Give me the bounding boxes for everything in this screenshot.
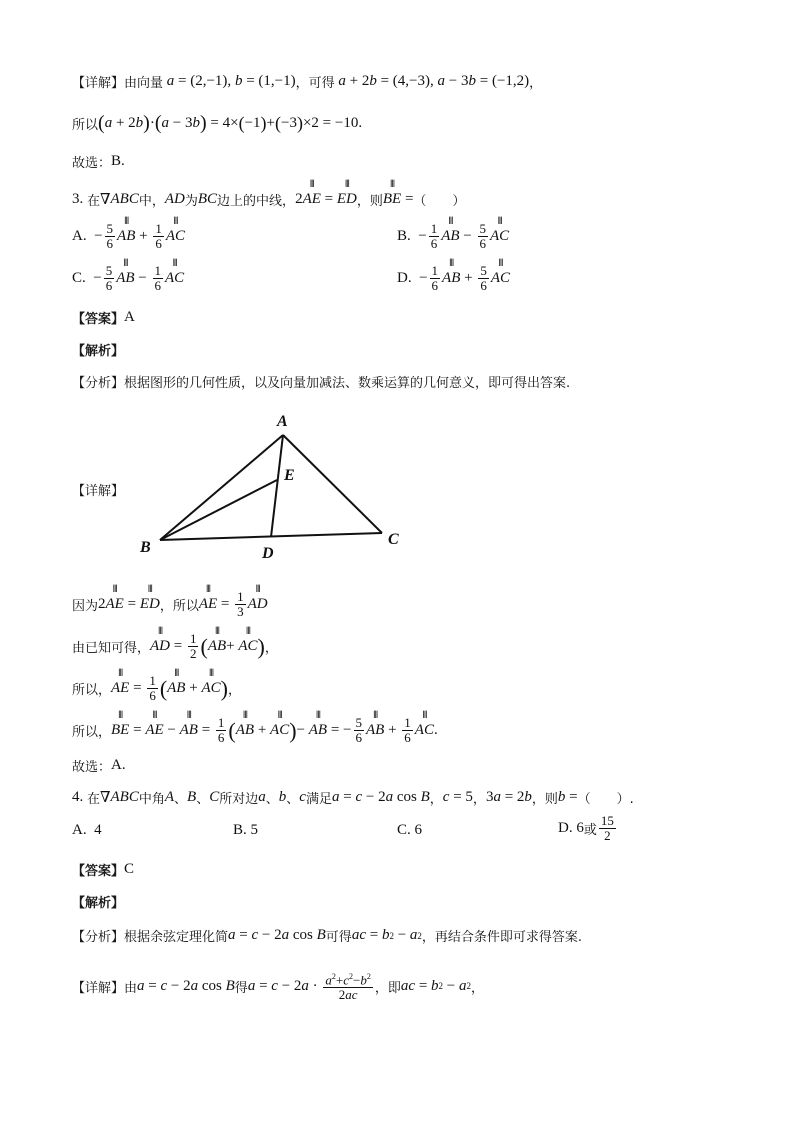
analysis-text: 【分析】根据图形的几何性质，以及向量加减法、数乘运算的几何意义，即可得出答案.: [72, 376, 571, 391]
question-4-stem: 4. 在 ∇ ABC 中角 A 、 B 、 C 所对边 a 、 b 、 c 满足 a = c − 2 a cos B ， c = 5 ， 3 a = 2 b ，则 b = （ ）.: [72, 789, 634, 807]
label-b: B: [140, 539, 151, 556]
choice-line-b: 故选： B.: [72, 153, 125, 171]
q4-analysis-label: 【解析】: [72, 896, 125, 911]
label-c: C: [388, 531, 399, 548]
q4-answer-label: 【答案】 C: [72, 861, 135, 879]
label-d: D: [262, 545, 274, 560]
derivation-line-1: 因为 2 ꟾꟾꟾ AE = ꟾꟾꟾ ED ，所以 ꟾꟾꟾ AE = $\frac{1}{3}$ ꟾꟾꟾ AD: [72, 590, 268, 619]
triangle-figure: [130, 410, 420, 560]
detail-label: 【详解】: [72, 484, 125, 499]
analysis-label: 【解析】: [72, 344, 125, 359]
q4-option-d[interactable]: D. 6 或 $\frac{15}{2}$: [558, 813, 614, 843]
derivation-line-3: 所以， ꟾꟾꟾ AE = $\frac{1}{6}$ ( ꟾꟾꟾ AB + ꟾꟾꟾ AC ) ，: [72, 674, 241, 703]
option-d[interactable]: D. − $\frac{1}{6}$ ꟾꟾꟾ AB + $\frac{5}{6}$ ꟾꟾꟾ AC: [397, 264, 510, 293]
label-a: A: [277, 413, 288, 430]
derivation-line-4: 所以， ꟾꟾꟾ BE = ꟾꟾꟾ AE − ꟾꟾꟾ AB = $\frac{1}{6}$ ( ꟾꟾꟾ AB + ꟾꟾꟾ AC ) − ꟾꟾꟾ AB = − $\frac{5}{6}$ ꟾꟾꟾ AB + $\frac{1}{6}$ ꟾꟾꟾ AC .: [72, 716, 438, 745]
choice-line-a: 故选： A.: [72, 757, 126, 775]
answer-label: 【答案】 A: [72, 309, 135, 327]
q4-option-c[interactable]: C. 6: [397, 822, 423, 838]
q4-detail-text: 【详解】由 a = c − 2 a cos B 得 a = c − 2 a · $\frac{a^2+c^2-b^2}{2ac}$ ，即 ac = b 2 − a 2 ，: [72, 972, 485, 1003]
option-b[interactable]: B. − $\frac{1}{6}$ ꟾꟾꟾ AB − $\frac{5}{6}$ ꟾꟾꟾ AC: [397, 222, 509, 251]
derivation-line-2: 由已知可得， ꟾꟾꟾ AD = $\frac{1}{2}$ ( ꟾꟾꟾ AB + ꟾꟾꟾ AC ) ，: [72, 632, 278, 661]
question-3-stem: 3. 在 ∇ ABC 中， AD 为 BC 边上的中线， 2 ꟾꟾꟾ AE = ꟾꟾꟾ ED ，则 ꟾꟾꟾ BE = （ ）: [72, 190, 465, 209]
detail-line-vectors: 【详解】由向量 a = (2,−1), b = (1,−1) ，可得 a + 2 b = (4,−3), a − 3 b = (−1,2) ，: [72, 73, 543, 91]
q4-option-a[interactable]: A. 4: [72, 822, 102, 838]
detail-line-dot-product: 所以 ( a + 2 b ) · ( a − 3 b ) = 4× ( −1 ) + ( −3 ) ×2 = −10.: [72, 112, 363, 134]
side-ac: [283, 435, 382, 533]
option-c[interactable]: C. − $\frac{5}{6}$ ꟾꟾꟾ AB − $\frac{1}{6}$ ꟾꟾꟾ AC: [72, 264, 184, 293]
q4-analysis-text: 【分析】根据余弦定理化简 a = c − 2 a cos B 可得 ac = b 2 − a 2 ，再结合条件即可求得答案.: [72, 927, 583, 945]
q4-option-b[interactable]: B. 5: [233, 822, 259, 838]
label-e: E: [284, 467, 295, 484]
median-ad: [271, 435, 283, 537]
option-a[interactable]: A. − $\frac{5}{6}$ ꟾꟾꟾ AB + $\frac{1}{6}$ ꟾꟾꟾ AC: [72, 222, 185, 251]
